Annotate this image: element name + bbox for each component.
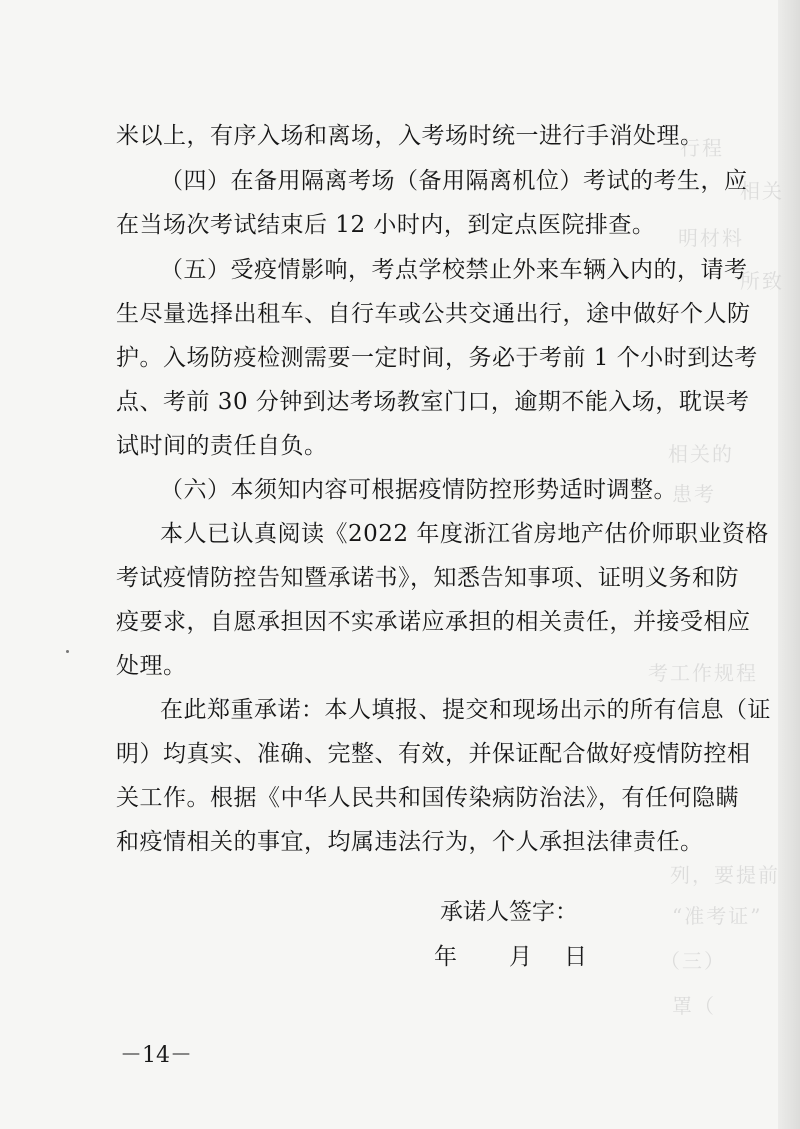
body-line: 和疫情相关的事宜，均属违法行为，个人承担法律责任。 — [116, 829, 704, 855]
body-line: 本人已认真阅读《2022 年度浙江省房地产估价师职业资格 — [160, 521, 769, 547]
body-line: 疫要求，自愿承担因不实承诺应承担的相关责任，并接受相应 — [116, 609, 751, 635]
body-line: 米以上，有序入场和离场，入考场时统一进行手消处理。 — [116, 123, 704, 149]
date-day-label: 日 — [564, 944, 587, 970]
body-line: （六）本须知内容可根据疫情防控形势适时调整。 — [160, 477, 677, 503]
page-number: －14－ — [120, 1043, 192, 1068]
body-line: 考试疫情防控告知暨承诺书》，知悉告知事项、证明义务和防 — [116, 565, 739, 591]
bleed-through-text: 相关 — [740, 179, 784, 203]
body-line: 生尽量选择出租车、自行车或公共交通出行，途中做好个人防 — [116, 301, 751, 327]
body-line: （四）在备用隔离考场（备用隔离机位）考试的考生，应 — [160, 168, 748, 194]
body-line: 处理。 — [116, 653, 187, 679]
body-line: 护。入场防疫检测需要一定时间，务必于考前 1 个小时到达考 — [116, 345, 758, 371]
body-line: 试时间的责任自负。 — [116, 433, 328, 459]
bleed-through-text: （三） — [660, 949, 726, 973]
bleed-through-text: 考工作规程 — [648, 661, 758, 685]
bleed-through-text: 行程 — [680, 136, 724, 160]
page-edge-shadow — [778, 0, 800, 1129]
bleed-through-text: 患考 — [672, 482, 716, 506]
body-line: 点、考前 30 分钟到达考场教室门口，逾期不能入场，耽误考 — [116, 389, 750, 415]
body-line: 在当场次考试结束后 12 小时内，到定点医院排查。 — [116, 212, 656, 238]
bleed-through-text: 相关的 — [668, 442, 734, 466]
bleed-through-text: 罩（ — [672, 994, 716, 1018]
date-year-label: 年 — [434, 944, 457, 970]
body-line: （五）受疫情影响，考点学校禁止外来车辆入内的，请考 — [160, 257, 748, 283]
bleed-through-text: 明材料 — [678, 226, 744, 250]
bleed-through-text: 列，要提前 — [670, 863, 780, 887]
scan-speck — [66, 650, 69, 653]
body-line: 明）均真实、准确、完整、有效，并保证配合做好疫情防控相 — [116, 741, 751, 767]
bleed-through-text: 所致 — [740, 269, 784, 293]
date-month-label: 月 — [509, 944, 532, 970]
body-line: 关工作。根据《中华人民共和国传染病防治法》，有任何隐瞒 — [116, 785, 739, 811]
bleed-through-text: “准考证” — [672, 904, 763, 928]
signature-label: 承诺人签字： — [440, 899, 578, 925]
body-line: 在此郑重承诺：本人填报、提交和现场出示的所有信息（证 — [160, 697, 771, 723]
